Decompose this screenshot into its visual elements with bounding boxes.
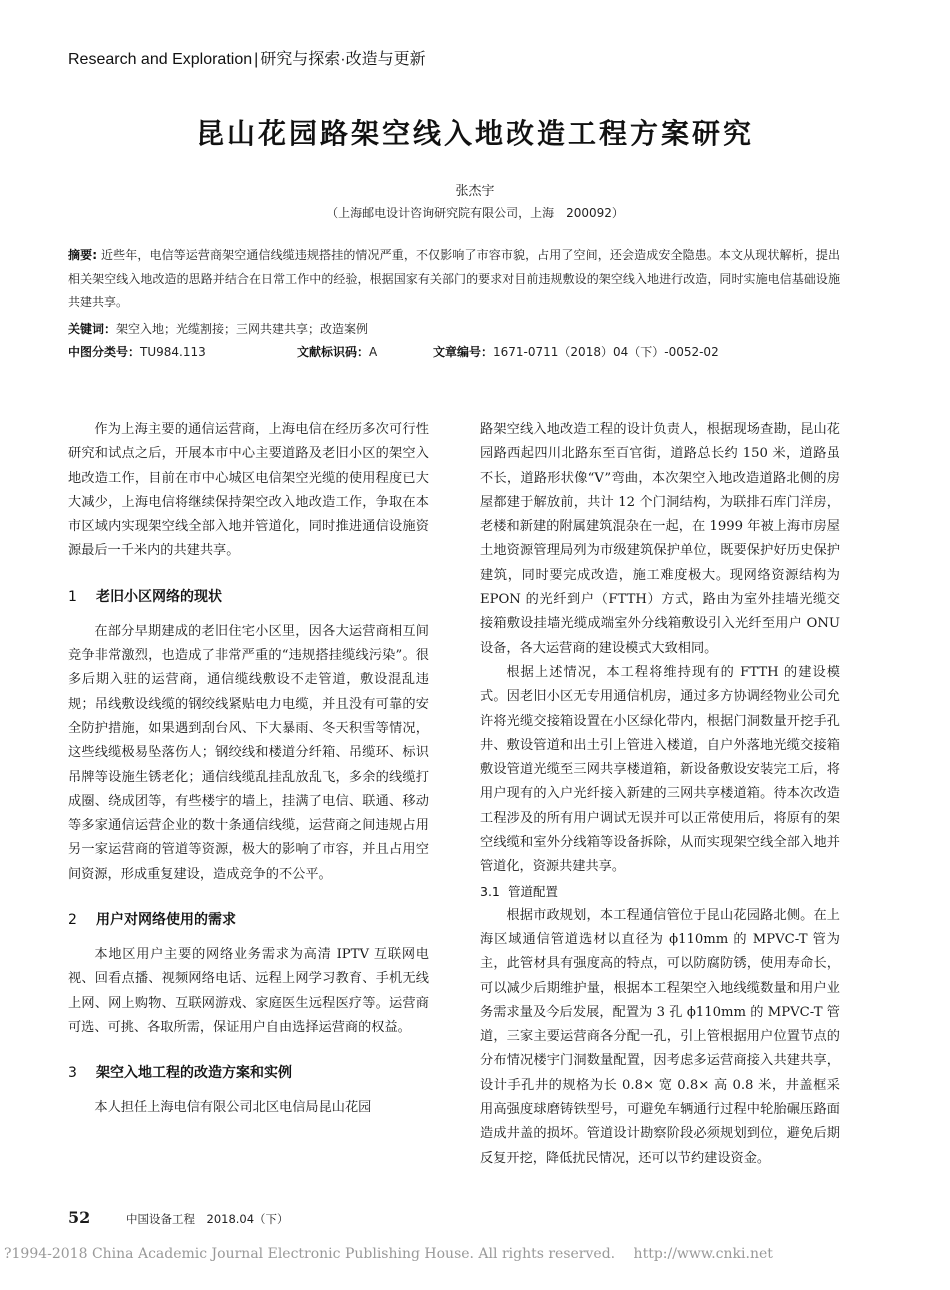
section-2-number: 2 bbox=[68, 912, 77, 929]
right-column bbox=[480, 418, 840, 1171]
article-number-value: 1671-0711（2018）04（下）-0052-02 bbox=[493, 345, 719, 359]
page-number: 52 bbox=[68, 1208, 91, 1227]
section-1-heading bbox=[68, 586, 429, 608]
keywords-text: 架空入地；光缆割接；三网共建共享；改造案例 bbox=[116, 322, 369, 336]
section-2-heading bbox=[68, 909, 429, 931]
section-3-paragraph-start: 本人担任上海电信有限公司北区电信局昆山花园 bbox=[94, 1100, 372, 1116]
section-1-number: 1 bbox=[68, 588, 77, 605]
section-1-paragraph: 在部分早期建成的老旧住宅小区里，因各大运营商相互间竞争非常激烈，也造成了非常严重的“违规搭挂缆线污染”。很多后期入驻的运营商，通信缆线敷设不走管道，敷设混乱违规；吊线敷设线缆的钢绞线紧贴电力电缆，并且没有可靠的安全防护措施，如果遇到刮台风、下大暴雨、冬天积雪等情况，这些线缆极易坠落伤人；钢绞线和楼道分纤箱、吊缆环、标识吊牌等设施生锈老化；通信线缆乱挂乱放乱飞，多余的线缆打成圈、绕成团等，有些楼宇的墙上，挂满了电信、联通、移动等多家通信运营企业的数十条通信线缆，运营商之间违规占用另一家运营商的管道等资源，极大的影响了市容，并且占用空间资源，形成重复建设，造成竞争的不公平。 bbox=[68, 623, 429, 882]
abstract-text: 近些年，电信等运营商架空通信线缆违规搭挂的情况严重，不仅影响了市容市貌，占用了空间，还会造成安全隐患。本文从现状解析，提出相关架空线入地改造的思路并结合在日常工作中的经验，根据国家有关部门的要求对目前违规敷设的架空线入地进行改造，同时实施电信基础设施共建共享。 bbox=[68, 248, 840, 309]
subsection-3-1-heading bbox=[480, 880, 840, 904]
left-column bbox=[68, 418, 429, 1121]
abstract bbox=[68, 244, 840, 315]
keywords bbox=[68, 318, 840, 342]
subsection-3-1-paragraph: 根据市政规划，本工程通信管位于昆山花园路北侧。在上海区域通信管道选材以直径为 ϕ110mm 的 MPVC-T 管为主，此管材具有强度高的特点，可以防腐防锈，使用寿命长，可以减少后期维护量，根据本工程架空入地线缆数量和用户业务需求量及今后发展，配置为 3 孔 ϕ110mm 的 MPVC-T 管道，三家主要运营商各分配一孔，引上管根据用户位置节点的分布情况楼宇门洞数量配置，因考虑多运营商接入共建共享，设计手孔井的规格为长 0.8× 宽 0.8× 高 0.8 米，井盖框采用高强度球磨铸铁型号，可避免车辆通行过程中轮胎碾压路面造成井盖的损坏。管道设计勘察阶段必须规划到位，避免后期反复开挖，降低扰民情况，还可以节约建设资金。 bbox=[480, 907, 840, 1166]
copyright-notice: ?1994-2018 China Academic Journal Electronic Publishing House. All rights reserved. http://www.cnki.net bbox=[4, 1246, 773, 1262]
intro-paragraph: 作为上海主要的通信运营商，上海电信在经历多次可行性研究和试点之后，开展本市中心主要道路及老旧小区的架空入地改造工作，目前在市中心城区电信架空光缆的使用程度已大大减少，上海电信将继续保持架空改入地改造工作，争取在本市区域内实现架空线全部入地并管道化，同时推进通信设施资源最后一千米内的共建共享。 bbox=[68, 422, 429, 559]
section-3-title: 架空入地工程的改造方案和实例 bbox=[96, 1065, 292, 1082]
section-1-title: 老旧小区网络的现状 bbox=[96, 588, 222, 605]
running-header bbox=[68, 46, 868, 69]
subsection-3-1-number: 3.1 bbox=[480, 883, 500, 899]
author: 张杰宇 bbox=[455, 184, 495, 199]
article-title: 昆山花园路架空线入地改造工程方案研究 bbox=[195, 117, 754, 150]
section-3-number: 3 bbox=[68, 1065, 77, 1082]
article-number bbox=[433, 341, 719, 365]
section-2-paragraph: 本地区用户主要的网络业务需求为高清 IPTV 互联网电视、回看点播、视频网络电话、远程上网学习教育、手机无线上网、网上购物、互联网游戏、家庭医生远程医疗等。运营商可选、可挑、各取所需，保证用户自由选择运营商的权益。 bbox=[68, 947, 429, 1035]
section-3-paragraph-2: 根据上述情况，本工程将维持现有的 FTTH 的建设模式。因老旧小区无专用通信机房，通过多方协调经物业公司允许将光缆交接箱设置在小区绿化带内，根据门洞数量开挖手孔井、敷设管道和出土引上管进入楼道，自户外落地光缆交接箱敷设管道光缆至三网共享楼道箱，新设备敷设安装完工后，将用户现有的入户光纤接入新建的三网共享楼道箱。待本次改造工程涉及的所有用户调试无误并可以正常使用后，将原有的架空线缆和室外分线箱等设备拆除，从而实现架空线全部入地并管道化，资源共建共享。 bbox=[480, 664, 840, 875]
clc-label: 中图分类号： bbox=[68, 345, 141, 359]
doc-code-label: 文献标识码： bbox=[297, 345, 370, 359]
subsection-3-1-title: 管道配置 bbox=[508, 883, 559, 899]
clc bbox=[68, 341, 206, 365]
abstract-label: 摘要: bbox=[68, 248, 98, 262]
section-3-paragraph-continued: 路架空线入地改造工程的设计负责人，根据现场查勘，昆山花园路西起四川北路东至百官街，道路总长约 150 米，道路虽不长，道路形状像“V”弯曲，本次架空入地改造道路北侧的房屋都建于解放前，共计 12 个门洞结构，为联排石库门洋房，老楼和新建的附属建筑混杂在一起，在 1999 年被上海市房屋土地资源管理局列为市级建筑保护单位，既要保护好历史保护建筑，同时要完成改造，施工难度极大。现网络资源结构为 EPON 的光纤到户（FTTH）方式，路由为室外挂墙光缆交接箱敷设挂墙光缆成端室外分线箱敷设引入光纤至用户 ONU 设备，各大运营商的建设模式大致相同。 bbox=[480, 422, 840, 656]
doc-code-value: A bbox=[369, 345, 378, 359]
keywords-label: 关键词： bbox=[68, 322, 117, 336]
article-number-label: 文章编号： bbox=[433, 345, 494, 359]
doc-code bbox=[297, 341, 377, 365]
clc-value: TU984.113 bbox=[140, 345, 206, 359]
section-3-heading bbox=[68, 1062, 429, 1084]
journal-footer: 中国设备工程 2018.04（下） bbox=[126, 1212, 289, 1226]
series-cn: 研究与探索·改造与更新 bbox=[260, 51, 426, 68]
affiliation: （上海邮电设计咨询研究院有限公司，上海 200092） bbox=[326, 206, 624, 220]
header-separator: | bbox=[254, 51, 259, 68]
section-2-title: 用户对网络使用的需求 bbox=[96, 912, 236, 929]
series-en: Research and Exploration bbox=[68, 51, 253, 68]
